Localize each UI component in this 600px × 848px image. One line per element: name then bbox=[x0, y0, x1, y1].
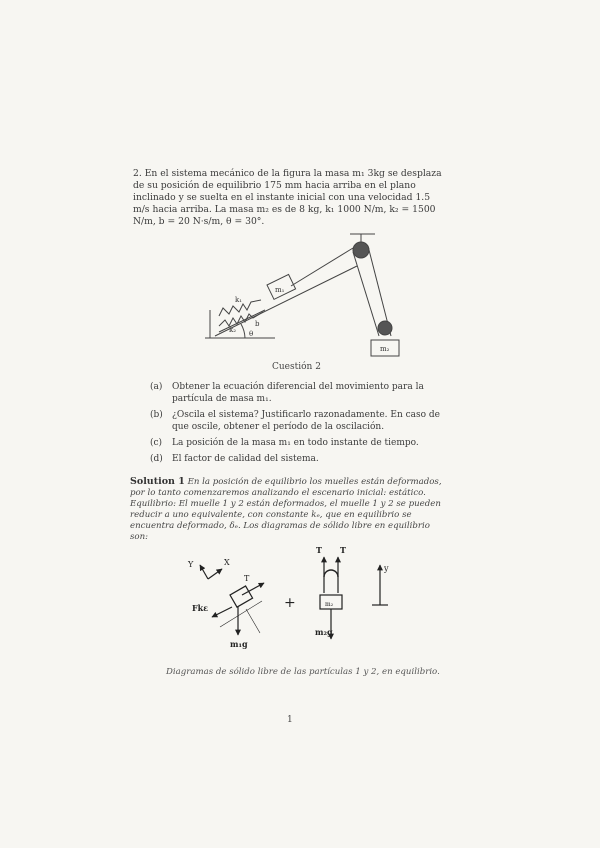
question-item bbox=[150, 409, 450, 433]
label-m2: m₂ bbox=[325, 601, 334, 608]
question-text: Obtener la ecuación diferencial del movimiento para la partícula de masa m₁. bbox=[172, 382, 424, 404]
label-k2: k₂ bbox=[229, 326, 237, 334]
question-text: La posición de la masa m₁ en todo instante de tiempo. bbox=[172, 438, 419, 448]
rope-upper bbox=[291, 248, 353, 286]
label-X: X bbox=[224, 558, 230, 567]
label-T-left: T bbox=[316, 545, 322, 555]
solution-part2: El muelle 1 y 2 están deformados, el muelle 1 y 2 se pueden reducir a uno equivalente, con constante kₑ, que en equilibrio se encuentra deformado, δₑ. Los diagramas de sólido libre en equilibrio son: bbox=[130, 499, 441, 542]
angle-arc bbox=[241, 324, 245, 338]
axis-x-arrow bbox=[208, 569, 222, 579]
label-m1g: m₁g bbox=[230, 639, 248, 649]
question-item bbox=[150, 453, 450, 465]
pulley bbox=[353, 242, 369, 258]
label-plus: + bbox=[284, 595, 296, 611]
solution-lead: Solution 1 bbox=[130, 476, 185, 487]
spring-force-arrow bbox=[212, 607, 232, 617]
question-tag: (c) bbox=[150, 438, 163, 448]
problem-marker: 2. bbox=[133, 168, 142, 179]
question-tag: (b) bbox=[150, 410, 163, 420]
lower-pulley bbox=[378, 321, 392, 335]
solution-text bbox=[130, 476, 450, 543]
question-tag: (a) bbox=[150, 382, 163, 392]
label-m2: m₂ bbox=[380, 345, 390, 353]
page-number: 1 bbox=[287, 715, 293, 725]
figure2-caption: Diagramas de sólido libre de las partículas 1 y 2, en equilibrio. bbox=[166, 667, 440, 677]
label-Fke: Fkε bbox=[192, 603, 209, 613]
equilibrio-label: Equilibrio: bbox=[130, 499, 176, 509]
label-k1: k₁ bbox=[235, 296, 243, 304]
problem-text: En el sistema mecánico de la figura la masa m₁ 3kg se desplaza de su posición de equilibrio 175 mm hacia arriba en el plano inclinado y se suelta en el instante inicial con una velocidad 1.5 m/s hacia arriba. La masa m₂ es de 8 kg, k₁ 1000 N/m, k₂ = 1500 N/m, b = 20 N·s/m, θ = 30°. bbox=[133, 168, 442, 227]
label-m1: m₁ bbox=[275, 286, 285, 294]
label-T1: T bbox=[244, 574, 250, 583]
question-item bbox=[150, 437, 450, 449]
axis-y-arrow bbox=[200, 565, 208, 579]
label-theta: θ bbox=[249, 330, 254, 338]
normal-hint bbox=[246, 609, 260, 633]
body1-box bbox=[230, 586, 253, 607]
figure1-caption: Cuestión 2 bbox=[272, 362, 321, 372]
question-text: El factor de calidad del sistema. bbox=[172, 454, 319, 464]
question-tag: (d) bbox=[150, 454, 163, 464]
label-b: b bbox=[255, 320, 260, 328]
label-Y: Y bbox=[188, 560, 194, 569]
label-y: y bbox=[384, 564, 389, 573]
solution-part1: En la posición de equilibrio los muelles están deformados, por lo tanto comenzaremos analizando el escenario inicial: estático. bbox=[130, 477, 442, 498]
question-item bbox=[150, 381, 450, 405]
pulley-arc bbox=[324, 570, 338, 577]
label-m2g: m₂g bbox=[315, 627, 333, 637]
question-list bbox=[150, 381, 450, 469]
free-body-diagrams bbox=[170, 535, 410, 660]
rope-left bbox=[353, 252, 379, 336]
question-text: ¿Oscila el sistema? Justificarlo razonadamente. En caso de que oscile, obtener el período de la oscilación. bbox=[172, 410, 441, 432]
mechanical-system-figure bbox=[205, 228, 435, 363]
label-T-right: T bbox=[340, 545, 346, 555]
problem-statement bbox=[133, 168, 445, 228]
